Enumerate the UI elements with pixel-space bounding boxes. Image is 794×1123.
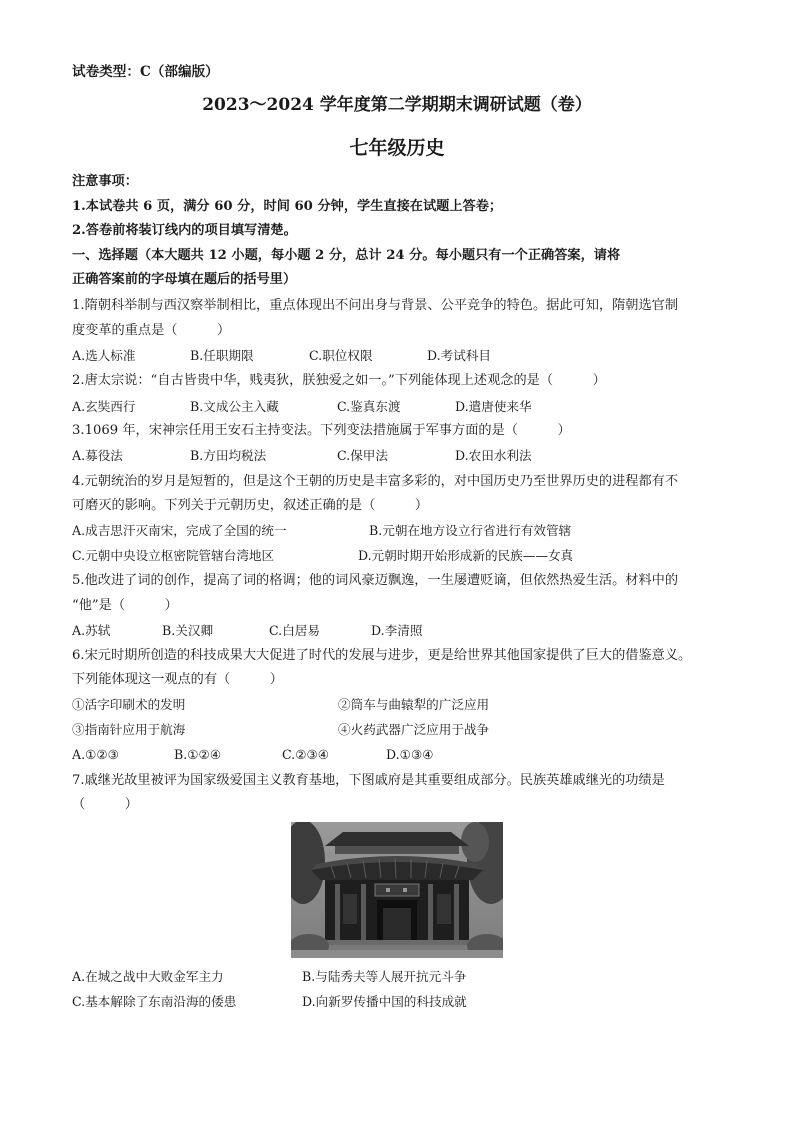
statement-4: ④火药武器广泛应用于战争 bbox=[338, 722, 490, 737]
question-5-text: 5.他改进了词的创作，提高了词的格调；他的词风豪迈飘逸，一生屡遭贬谪，但依然热爱生活。材料中的 bbox=[72, 573, 679, 588]
option-b[interactable]: B.任职期限 bbox=[190, 348, 254, 363]
option-c[interactable]: C.元朝中央设立枢密院管辖台湾地区 bbox=[72, 548, 275, 563]
option-c[interactable]: C.基本解除了东南沿海的倭患 bbox=[72, 994, 237, 1009]
notes-item-1: 1.本试卷共 6 页，满分 60 分，时间 60 分钟，学生直接在试题上答卷； bbox=[72, 199, 503, 214]
notes-heading: 注意事项： bbox=[72, 174, 138, 189]
question-4-text-cont: 可磨灭的影响。下列关于元朝历史，叙述正确的是（ ） bbox=[72, 498, 429, 513]
qi-mansion-photo bbox=[291, 822, 503, 958]
statement-3: ③指南针应用于航海 bbox=[72, 722, 186, 737]
option-c[interactable]: C.白居易 bbox=[269, 623, 320, 638]
option-d[interactable]: D.遣唐使来华 bbox=[455, 399, 532, 414]
option-c[interactable]: C.职位权限 bbox=[309, 348, 373, 363]
question-1-text: 1.隋朝科举制与西汉察举制相比，重点体现出不问出身与背景、公平竞争的特色。据此可知，隋朝选官制 bbox=[72, 298, 679, 313]
option-b[interactable]: B.文成公主入藏 bbox=[190, 399, 279, 414]
section-heading: 一、选择题（本大题共 12 小题，每小题 2 分，总计 24 分。每小题只有一个正确答案，请将 bbox=[72, 248, 621, 263]
question-5-text-cont: “他”是（ ） bbox=[72, 598, 178, 613]
statement-2: ②筒车与曲辕犁的广泛应用 bbox=[338, 697, 490, 712]
option-a[interactable]: A.募役法 bbox=[72, 448, 123, 463]
option-d[interactable]: D.①③④ bbox=[386, 747, 434, 762]
option-c[interactable]: C.保甲法 bbox=[337, 448, 388, 463]
option-d[interactable]: D.元朝时期开始形成新的民族——女真 bbox=[358, 548, 574, 563]
option-a[interactable]: A.在城之战中大败金军主力 bbox=[72, 969, 224, 984]
question-6-text-cont: 下列能体现这一观点的有（ ） bbox=[72, 672, 283, 687]
option-b[interactable]: B.关汉卿 bbox=[162, 623, 214, 638]
option-b[interactable]: B.①②④ bbox=[174, 747, 222, 762]
exam-title: 2023～2024 学年度第二学期期末调研试题（卷） bbox=[202, 95, 592, 115]
paper-type: 试卷类型：C（部编版） bbox=[72, 64, 219, 80]
option-b[interactable]: B.元朝在地方设立行省进行有效管辖 bbox=[369, 523, 572, 538]
question-7-text-cont: （ ） bbox=[72, 797, 138, 812]
notes-item-2: 2.答卷前将装订线内的项目填写清楚。 bbox=[72, 223, 297, 238]
option-d[interactable]: D.考试科目 bbox=[427, 348, 492, 363]
option-c[interactable]: C.鉴真东渡 bbox=[337, 399, 401, 414]
question-4-text: 4.元朝统治的岁月是短暂的，但是这个王朝的历史是丰富多彩的，对中国历史乃至世界历史的进程都有不 bbox=[72, 474, 679, 489]
question-6-text: 6.宋元时期所创造的科技成果大大促进了时代的发展与进步，更是给世界其他国家提供了巨大的借鉴意义。 bbox=[72, 648, 692, 663]
option-a[interactable]: A.苏轼 bbox=[72, 623, 111, 638]
section-heading-cont: 正确答案前的字母填在题后的括号里） bbox=[72, 272, 297, 287]
option-b[interactable]: B.方田均税法 bbox=[190, 448, 267, 463]
question-7-text: 7.戚继光故里被评为国家级爱国主义教育基地，下图戚府是其重要组成部分。民族英雄戚继光的功绩是 bbox=[72, 773, 665, 788]
option-d[interactable]: D.向新罗传播中国的科技成就 bbox=[302, 994, 467, 1009]
option-a[interactable]: A.①②③ bbox=[72, 747, 119, 762]
option-a[interactable]: A.选人标准 bbox=[72, 348, 136, 363]
exam-subtitle: 七年级历史 bbox=[349, 137, 445, 159]
option-c[interactable]: C.②③④ bbox=[282, 747, 330, 762]
option-b[interactable]: B.与陆秀夫等人展开抗元斗争 bbox=[302, 969, 467, 984]
option-a[interactable]: A.成吉思汗灭南宋，完成了全国的统一 bbox=[72, 523, 287, 538]
question-2-text: 2.唐太宗说：“自古皆贵中华，贱夷狄，朕独爱之如一。”下列能体现上述观念的是（ ） bbox=[72, 373, 606, 388]
question-1-text-cont: 度变革的重点是（ ） bbox=[72, 323, 231, 338]
option-d[interactable]: D.农田水利法 bbox=[455, 448, 532, 463]
option-d[interactable]: D.李清照 bbox=[371, 623, 423, 638]
option-a[interactable]: A.玄奘西行 bbox=[72, 399, 136, 414]
question-3-text: 3.1069 年，宋神宗任用王安石主持变法。下列变法措施属于军事方面的是（ ） bbox=[72, 423, 571, 438]
statement-1: ①活字印刷术的发明 bbox=[72, 697, 186, 712]
